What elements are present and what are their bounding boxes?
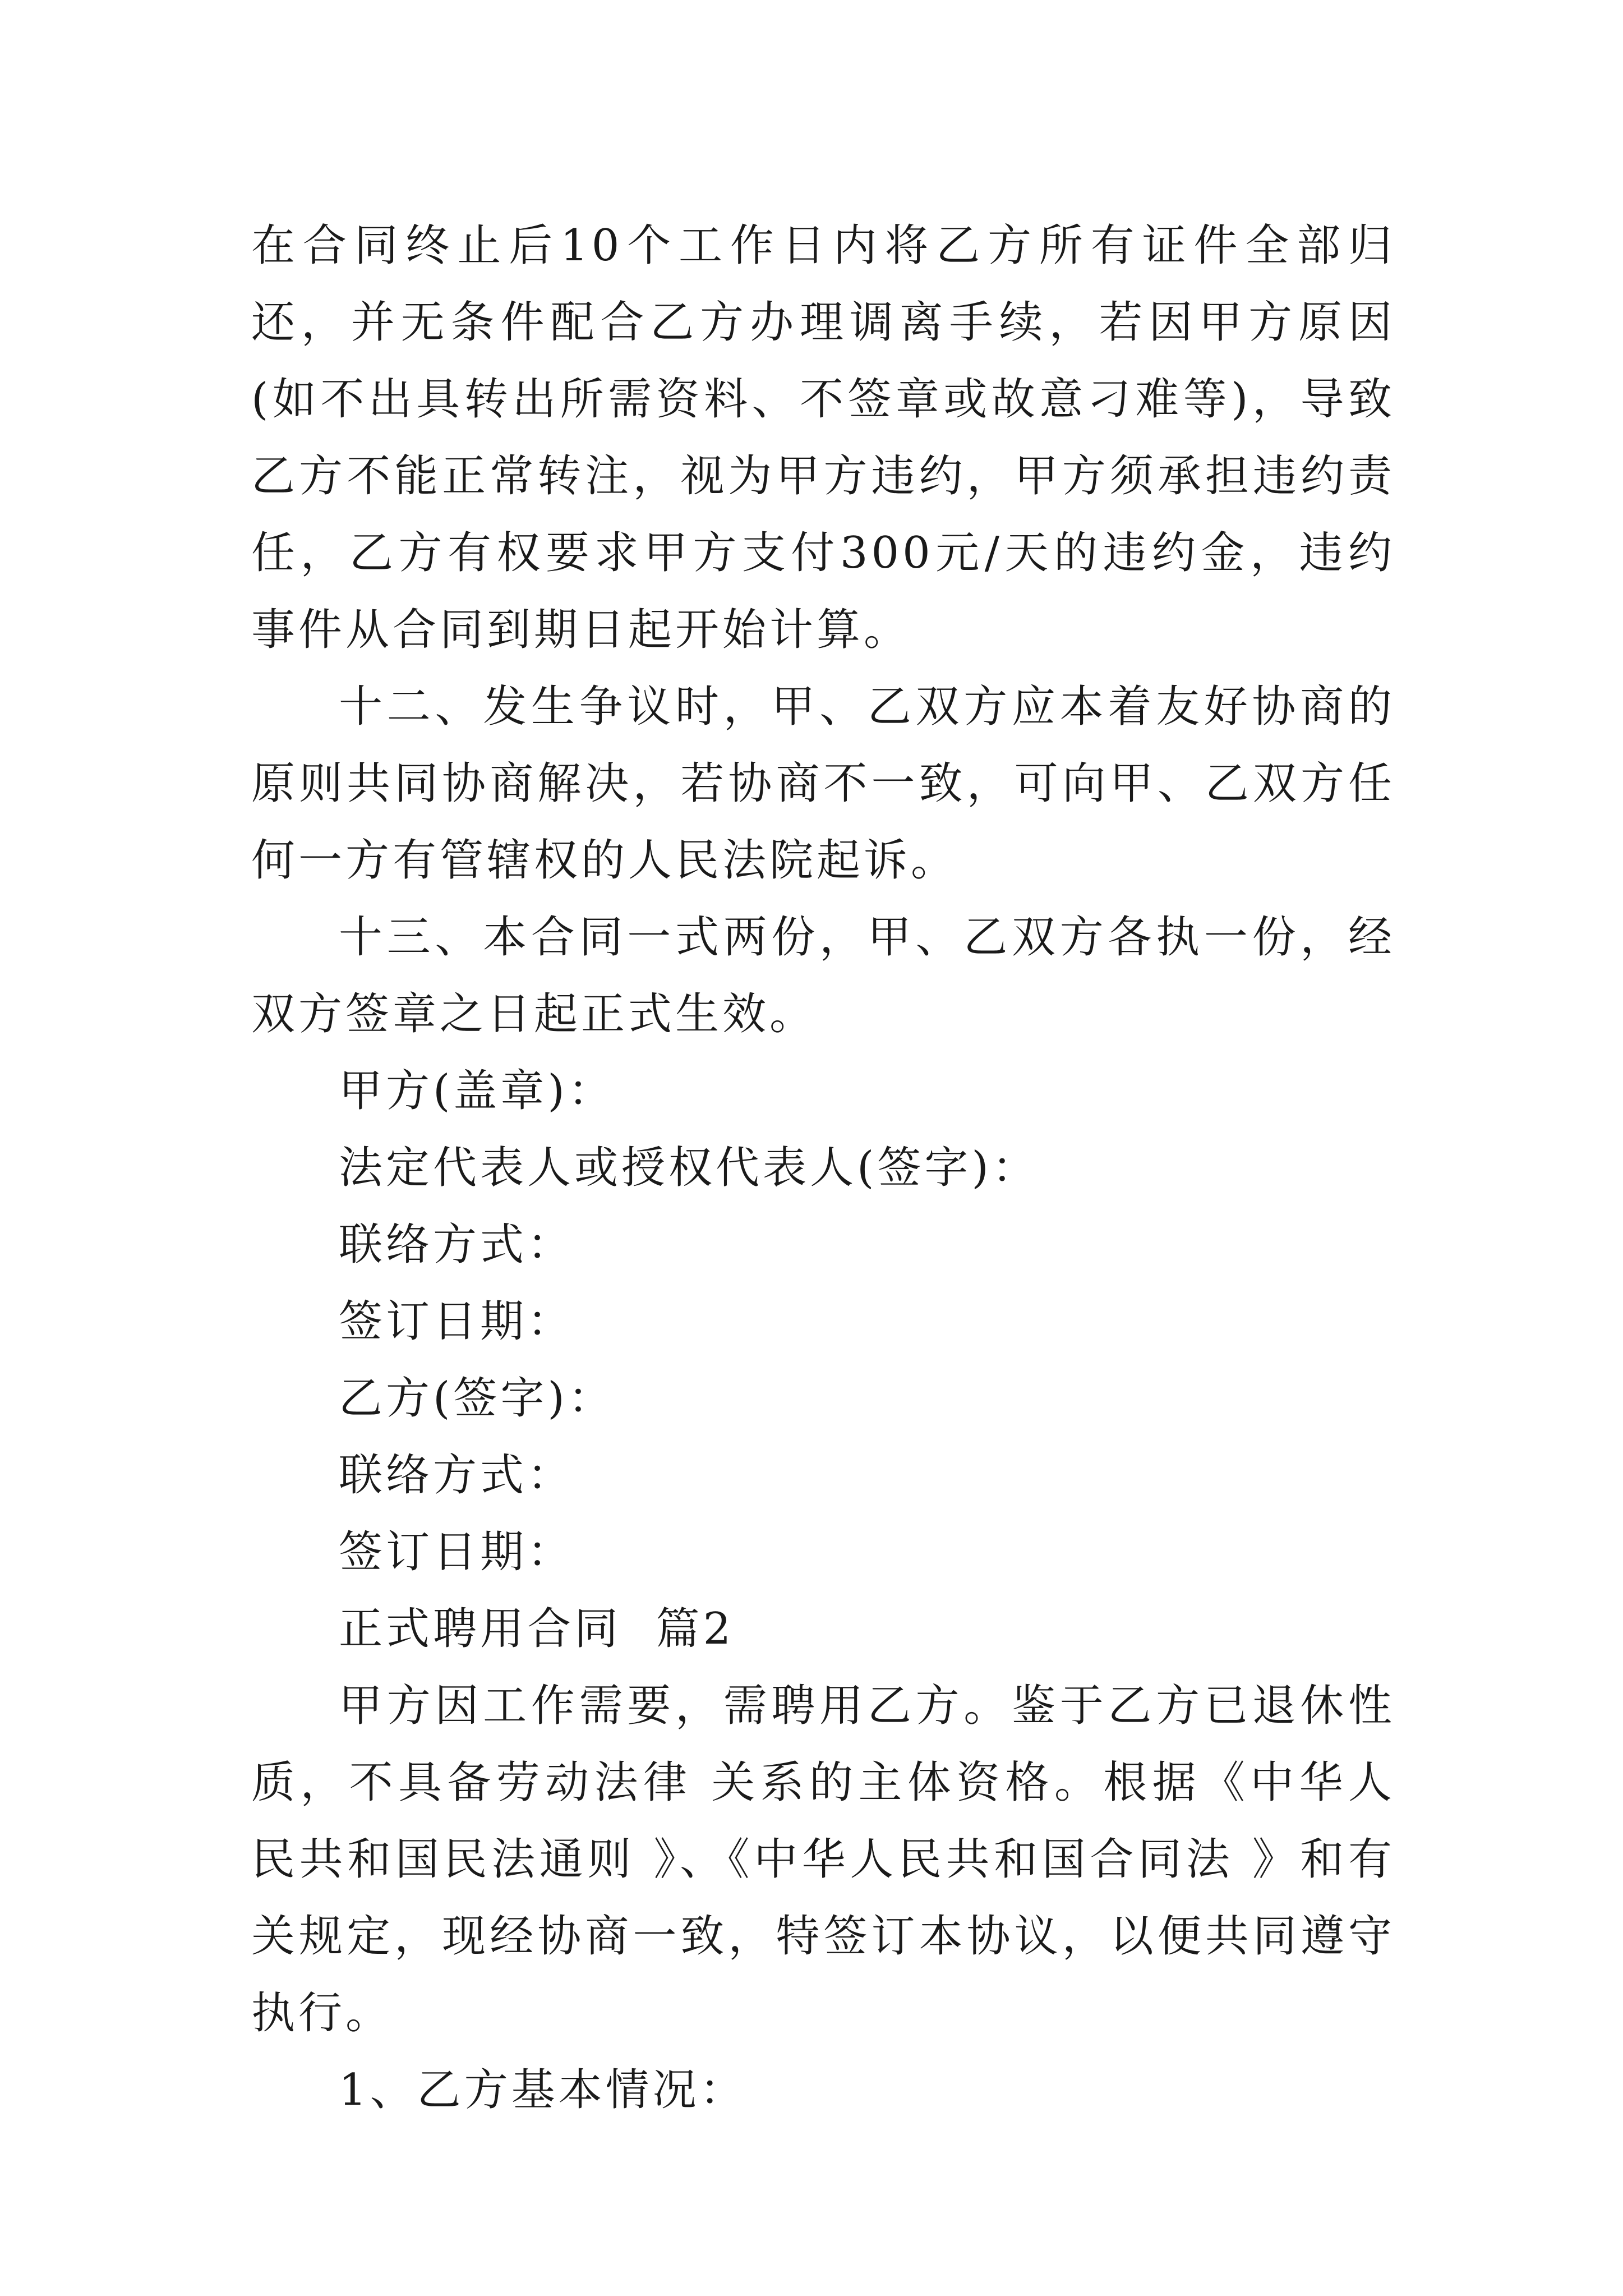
section-heading: 正式聘用合同 篇2 bbox=[339, 1604, 735, 1654]
signature-party-b-contact: 联络方式： bbox=[339, 1450, 575, 1501]
signature-party-b-sign: 乙方(签字)： bbox=[339, 1373, 615, 1424]
paragraph-employment-intro: 甲方因工作需要，需聘用乙方。鉴于乙方已退休性质，不具备劳动法律 关系的主体资格。根据《中华人民共和国民法通则 》、《中华人民共和国合同法 》和有关规定，现经协商一致，特签订本协议，以便共同遵守执行。 bbox=[251, 1681, 1395, 2039]
paragraph-return-documents: 在合同终止后10个工作日内将乙方所有证件全部归还，并无条件配合乙方办理调离手续，若因甲方原因(如不出具转出所需资料、不签章或故意刁难等)，导致乙方不能正常转注，视为甲方违约，甲方须承担违约责任，乙方有权要求甲方支付300元/天的违约金，违约事件从合同到期日起开始计算。 bbox=[251, 220, 1395, 655]
document-body bbox=[251, 208, 1395, 2129]
signature-party-b-date: 签订日期： bbox=[339, 1527, 575, 1577]
paragraph-party-b-info: 1、乙方基本情况： bbox=[339, 2065, 747, 2115]
signature-party-a-seal: 甲方(盖章)： bbox=[339, 1066, 615, 1116]
signature-party-a-contact: 联络方式： bbox=[339, 1220, 575, 1270]
paragraph-clause-13: 十三、本合同一式两份，甲、乙双方各执一份，经双方签章之日起正式生效。 bbox=[251, 912, 1395, 1039]
signature-legal-representative: 法定代表人或授权代表人(签字)： bbox=[339, 1143, 1039, 1193]
signature-party-a-date: 签订日期： bbox=[339, 1296, 575, 1347]
paragraph-clause-12: 十二、发生争议时，甲、乙双方应本着友好协商的原则共同协商解决，若协商不一致，可向甲、乙双方任何一方有管辖权的人民法院起诉。 bbox=[251, 682, 1395, 886]
